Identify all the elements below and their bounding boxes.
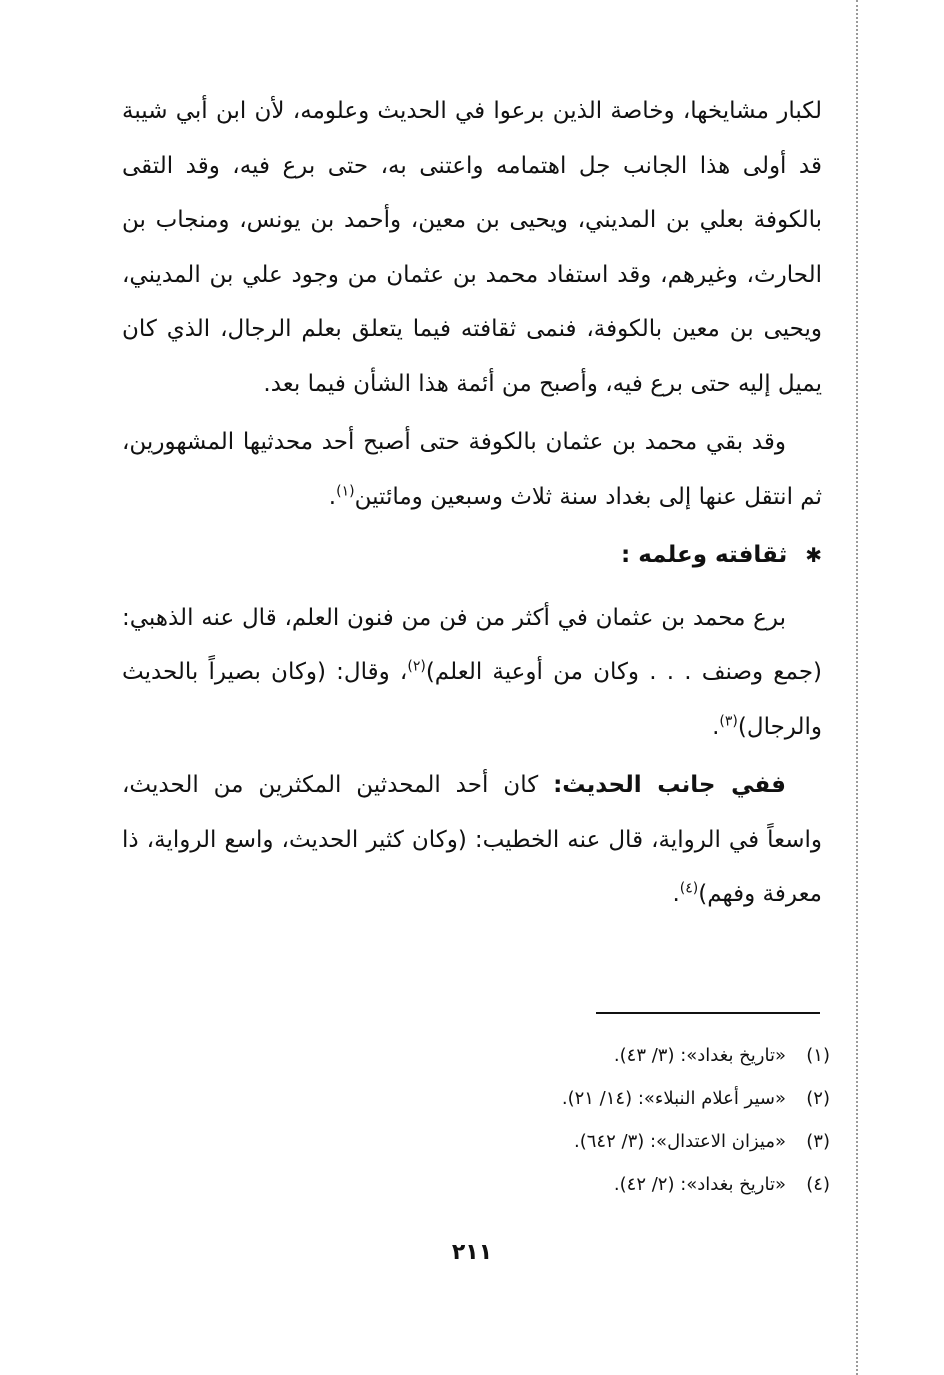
footnote-ref[interactable]: (٤): [679, 880, 699, 897]
page-edge-dotted-line: [856, 0, 858, 1375]
paragraph-knowledge: [122, 591, 822, 755]
footnote-item: [400, 1034, 830, 1077]
footnote-number: (٣): [806, 1131, 830, 1152]
footnote-text: «تاريخ بغداد»: (٣/ ٤٣).: [613, 1045, 786, 1066]
paragraph-text: لكبار مشايخها، وخاصة الذين برعوا في الحديث وعلومه، لأن ابن أبي شيبة قد أولى هذا الجانب جل اهتمامه واعتنى به، حتى برع فيه، وقد التقى بالكوفة بعلي بن المديني، ويحيى بن معين، وأحمد بن يونس، ومنجاب بن الحارث، وغيرهم، وقد استفاد محمد بن عثمان من وجود علي بن المديني، ويحيى بن معين بالكوفة، فنمى ثقافته فيما يتعلق بعلم الرجال، الذي كان يميل إليه حتى برع فيه، وأصبح من أئمة هذا الشأن فيما بعد.: [122, 98, 822, 397]
footnotes: [400, 1034, 830, 1206]
footnote-text: «تاريخ بغداد»: (٢/ ٤٢).: [613, 1174, 786, 1195]
footnote-item: [400, 1120, 830, 1163]
footnote-number: (١): [806, 1045, 830, 1066]
footnote-text: «ميزان الاعتدال»: (٣/ ٦٤٢).: [574, 1131, 786, 1152]
main-text: [122, 84, 822, 922]
paragraph-text: وقد بقي محمد بن عثمان بالكوفة حتى أصبح أحد محدثيها المشهورين، ثم انتقل عنها إلى بغداد سنة ثلاث وسبعين ومائتين: [122, 429, 822, 510]
paragraph-end: .: [712, 713, 720, 740]
footnote-item: [400, 1163, 830, 1206]
paragraph-end: .: [672, 881, 680, 907]
footnote-ref[interactable]: (١): [336, 482, 355, 499]
paragraph-text: كان أحد المحدثين المكثرين من الحديث، واسعاً في الرواية، قال عنه الخطيب: (وكان كثير الحديث، واسع الرواية، ذا معرفة وفهم): [122, 772, 822, 907]
footnote-ref[interactable]: (٢): [407, 658, 426, 675]
paragraph-move-to-baghdad: [122, 415, 822, 524]
footnote-ref[interactable]: (٣): [719, 712, 738, 729]
asterisk-icon: ✱: [805, 543, 822, 567]
footnote-divider: [596, 1012, 820, 1014]
paragraph-text: برع محمد بن عثمان في أكثر من فن من فنون العلم، قال عنه الذهبي: (جمع وصنف . . . وكان من أوعية العلم): [122, 604, 823, 685]
footnote-text: «سير أعلام النبلاء»: (١٤/ ٢١).: [561, 1088, 786, 1109]
footnote-number: (٤): [806, 1174, 830, 1195]
footnote-number: (٢): [806, 1088, 830, 1109]
paragraph-hadith: [122, 758, 822, 922]
paragraph-end: .: [328, 483, 337, 510]
paragraph-kufa-teachers: [122, 84, 822, 411]
page-number: ٢١١: [451, 1240, 493, 1265]
section-heading: [122, 528, 822, 583]
heading-text: ثقافته وعلمه :: [621, 542, 788, 568]
paragraph-text: ، وقال: (وكان بصيراً بالحديث والرجال): [122, 659, 822, 740]
paragraph-lead: ففي جانب الحديث:: [553, 772, 786, 798]
footnote-item: [400, 1077, 830, 1120]
